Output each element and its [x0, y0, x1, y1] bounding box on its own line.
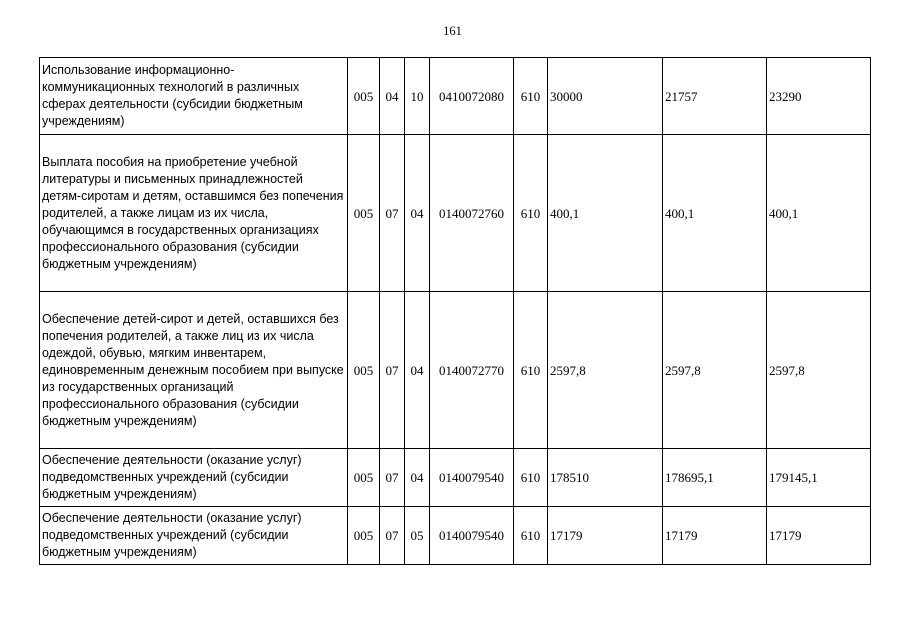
target-article-code: 0410072080 — [430, 58, 514, 135]
expense-type-code: 610 — [514, 292, 548, 449]
amount-2: 178695,1 — [663, 449, 767, 507]
target-article-code: 0140079540 — [430, 449, 514, 507]
amount-3: 17179 — [767, 507, 871, 565]
expense-type-code: 610 — [514, 507, 548, 565]
amount-3: 23290 — [767, 58, 871, 135]
page-number: 161 — [443, 24, 462, 38]
subsection-code: 04 — [405, 449, 430, 507]
budget-table — [39, 57, 871, 565]
ministry-code: 005 — [348, 135, 380, 292]
row-description: Обеспечение деятельности (оказание услуг) подведомственных учреждений (субсидии бюджетным учреждениям) — [40, 449, 348, 507]
amount-1: 400,1 — [548, 135, 663, 292]
table-row — [40, 507, 871, 565]
section-code: 07 — [380, 292, 405, 449]
row-description: Обеспечение детей-сирот и детей, оставшихся без попечения родителей, а также лиц из их числа одеждой, обувью, мягким инвентарем, единовременным денежным пособием при выпуске из государственных организаций профессионального образования (субсидии бюджетным учреждениям) — [40, 292, 348, 449]
expense-type-code: 610 — [514, 135, 548, 292]
amount-2: 400,1 — [663, 135, 767, 292]
amount-1: 30000 — [548, 58, 663, 135]
section-code: 07 — [380, 507, 405, 565]
table-row — [40, 449, 871, 507]
row-description: Обеспечение деятельности (оказание услуг) подведомственных учреждений (субсидии бюджетным учреждениям) — [40, 507, 348, 565]
expense-type-code: 610 — [514, 58, 548, 135]
ministry-code: 005 — [348, 507, 380, 565]
table-row — [40, 58, 871, 135]
amount-2: 21757 — [663, 58, 767, 135]
amount-3: 2597,8 — [767, 292, 871, 449]
section-code: 04 — [380, 58, 405, 135]
amount-1: 178510 — [548, 449, 663, 507]
ministry-code: 005 — [348, 58, 380, 135]
expense-type-code: 610 — [514, 449, 548, 507]
amount-2: 2597,8 — [663, 292, 767, 449]
amount-2: 17179 — [663, 507, 767, 565]
subsection-code: 10 — [405, 58, 430, 135]
subsection-code: 05 — [405, 507, 430, 565]
ministry-code: 005 — [348, 449, 380, 507]
amount-3: 179145,1 — [767, 449, 871, 507]
amount-3: 400,1 — [767, 135, 871, 292]
target-article-code: 0140072760 — [430, 135, 514, 292]
target-article-code: 0140072770 — [430, 292, 514, 449]
section-code: 07 — [380, 449, 405, 507]
row-description: Использование информационно-коммуникационных технологий в различных сферах деятельности (субсидии бюджетным учреждениям) — [40, 58, 348, 135]
section-code: 07 — [380, 135, 405, 292]
table-row — [40, 135, 871, 292]
subsection-code: 04 — [405, 135, 430, 292]
amount-1: 17179 — [548, 507, 663, 565]
target-article-code: 0140079540 — [430, 507, 514, 565]
row-description: Выплата пособия на приобретение учебной литературы и письменных принадлежностей детям-сиротам и детям, оставшимся без попечения родителей, а также лицам из их числа, обучающимся в государственных организациях профессионального образования (субсидии бюджетным учреждениям) — [40, 135, 348, 292]
table-row — [40, 292, 871, 449]
subsection-code: 04 — [405, 292, 430, 449]
ministry-code: 005 — [348, 292, 380, 449]
amount-1: 2597,8 — [548, 292, 663, 449]
